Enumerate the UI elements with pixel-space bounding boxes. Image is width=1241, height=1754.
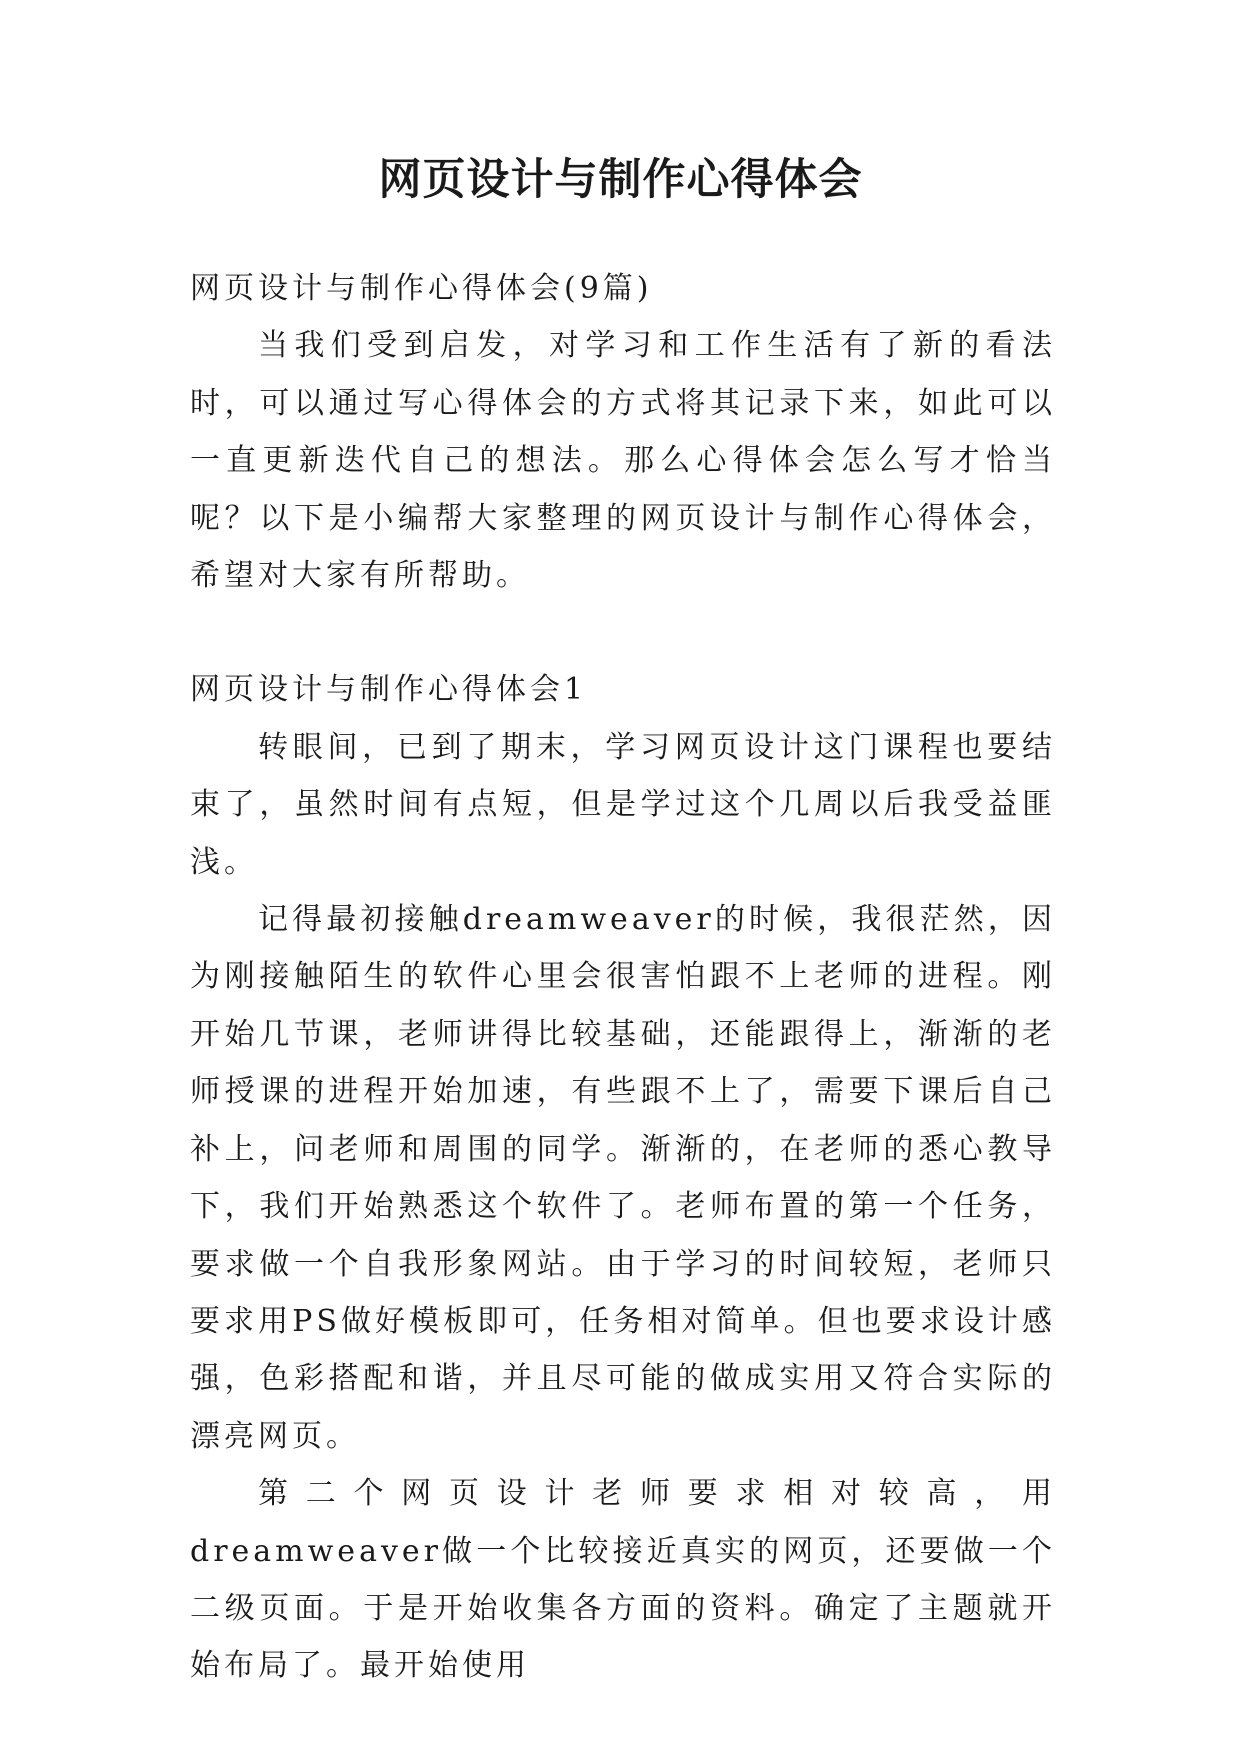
document-body	[190, 260, 1056, 1695]
document-subtitle: 网页设计与制作心得体会(9篇)	[190, 271, 653, 306]
intro-paragraph: 当我们受到启发，对学习和工作生活有了新的看法时，可以通过写心得体会的方式将其记录下来，如此可以一直更新迭代自己的想法。那么心得体会怎么写才恰当呢？以下是小编帮大家整理的网页设计与制作心得体会，希望对大家有所帮助。	[190, 328, 1056, 594]
body-paragraph: 第二个网页设计老师要求相对较高，用dreamweaver做一个比较接近真实的网页，还要做一个二级页面。于是开始收集各方面的资料。确定了主题就开始布局了。最开始使用	[190, 1476, 1056, 1684]
paragraph-spacer	[190, 604, 1056, 661]
body-paragraph: 转眼间，已到了期末，学习网页设计这门课程也要结束了，虽然时间有点短，但是学过这个几周以后我受益匪浅。	[190, 729, 1056, 880]
body-paragraph: 记得最初接触dreamweaver的时候，我很茫然，因为刚接触陌生的软件心里会很害怕跟不上老师的进程。刚开始几节课，老师讲得比较基础，还能跟得上，渐渐的老师授课的进程开始加速，有些跟不上了，需要下课后自己补上，问老师和周围的同学。渐渐的，在老师的悉心教导下，我们开始熟悉这个软件了。老师布置的第一个任务，要求做一个自我形象网站。由于学习的时间较短，老师只要求用PS做好模板即可，任务相对简单。但也要求设计感强，色彩搭配和谐，并且尽可能的做成实用又符合实际的漂亮网页。	[190, 902, 1056, 1454]
document-title: 网页设计与制作心得体会	[378, 155, 863, 205]
section-heading: 网页设计与制作心得体会1	[190, 672, 588, 708]
